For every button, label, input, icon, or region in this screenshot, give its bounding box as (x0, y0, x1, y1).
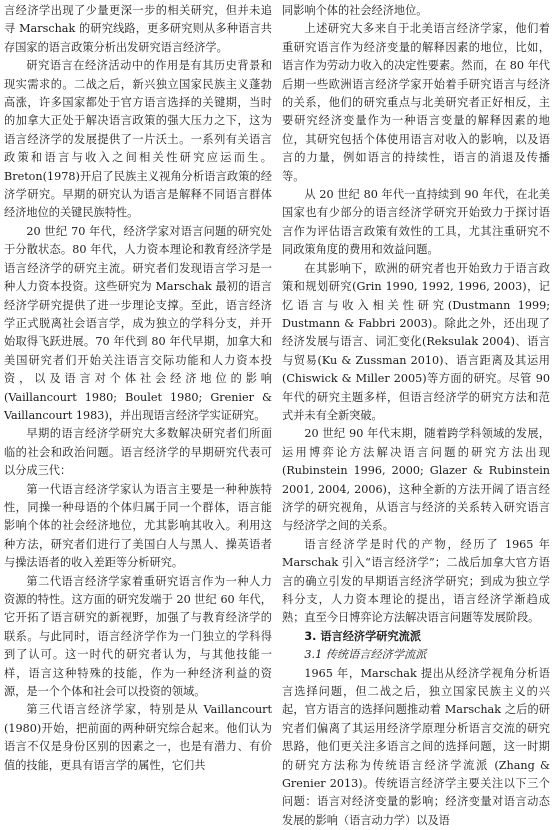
paragraph-second-generation: 第二代语言经济学家着重研究语言作为一种人力资源的特性。这方面的研究发端于 20 世纪 60 年代，它开拓了语言研究的新视野，加强了与教育经济学的联系。与此同时，语言经济学作为一门独立的学科得到了认可。这一时代的研究者认为，与其他技能一样，语言这种特殊的技能，作为一种经济利益的资源，是一个个体和社会可以投资的领域。 (4, 574, 272, 699)
section-heading: 3. 语言经济学研究流派 (304, 629, 422, 643)
paragraph-policy-evaluation: 从 20 世纪 80 年代一直持续到 90 年代，在北美国家也有少部分的语言经济学研究开始致力于探讨语言作为评估语言政策有效性的工具，尤其注重研究不同政策角度的费用和效益问题。 (282, 188, 550, 257)
right-column (282, 2, 550, 827)
paragraph-first-generation: 第一代语言经济学家认为语言主要是一种种族特性，同操一种母语的个体归属于同一个群体，语言能影响个体的社会经济地位，尤其影响其收入。利用这种方法，研究者们进行了美国白人与黑人、操英语者与操法语者的收入差距等分析研究。 (4, 482, 272, 570)
paragraph-european-research: 在其影响下，欧洲的研究者也开始致力于语言政策和规划研究(Grin 1990, 1992, 1996, 2003)，记忆语言与收入相关性研究(Dustmann 1999; Dustmann & Fabbri 2003)。除此之外，还出现了经济发展与语言、词汇变化(Reksulak 2004)、语言与贸易(Ku & Zussman 2010)、语言距离及其运用(Chiswick & Miller 2005)等方面的研究。尽管 90 年代的研究主题多样，但语言经济学的研究方法和范式并未有全新突破。 (282, 261, 550, 422)
paragraph-continuation: 同影响个体的社会经济地位。 (282, 4, 428, 17)
paragraph-1970s-1980s: 20 世纪 70 年代，经济学家对语言问题的研究处于分散状态。80 年代，人力资本理论和教育经济学是语言经济学的研究主流。研究者们发现语言学习是一种人力资本投资。这些研究为 Marschak 最初的语言经济学研究提供了进一步理论支撑。至此，语言经济学正式脱离社会语言学，成为独立的学科分支，并开始取得飞跃进展。70 年代到 80 年代早期，加拿大和美国研究者们开始关注语言交际功能和人力资本投资，以及语言对个体社会经济地位的影响(Vaillancourt 1980; Boulet 1980; Grenier & Vaillancourt 1983)，并出现语言经济学实证研究。 (4, 224, 272, 422)
paragraph-third-generation: 第三代语言经济学家，特别是从 Vaillancourt (1980)开始，把前面的两种研究综合起来。他们认为语言不仅是身份区别的因素之一，也是有潜力、有价值的技能，更具有语言学的属性，它们共 (4, 703, 272, 772)
subsection-heading: 3.1 传统语言经济学流派 (304, 648, 427, 662)
paragraph-north-america-europe: 上述研究大多来自于北美语言经济学家，他们着重研究语言作为经济变量的解释因素的地位，比如，语言作为劳动力收入的决定性要素。然而，在 80 年代后期一些欧洲语言经济学家开始着手研究语言与经济的关系，他们的研究重点与北美研究者正好相反，主要研究经济变量作为一种语言变量的解释因素的地位，其研究包括个体使用语言对收入的影响，以及语言的力量，例如语言的持续性，语言的消退及传播等。 (282, 22, 550, 183)
paragraph-early-research: 早期的语言经济学研究大多数解决研究者们所面临的社会和政治问题。语言经济学的早期研究代表可以分成三代： (4, 427, 272, 478)
paragraph-game-theory: 20 世纪 90 年代末期，随着跨学科领域的发展，运用博弈论方法解决语言问题的研究方法出现(Rubinstein 1996, 2000; Glazer & Rubinstein 2001, 2004, 2006)，这种全新的方法开阔了语言经济学的研究视角，从语言与经济的关系转入研究语言与经济学之间的关系。 (282, 427, 550, 533)
left-column (4, 2, 272, 775)
paragraph-development-stages: 语言经济学是时代的产物，经历了 1965 年 Marschak 引入“语言经济学”；二战后加拿大官方语言的确立引发的早期语言经济学研究；到成为独立学科分支，人力资本理论的提出，语言经济学渐趋成熟；直至今日博弈论方法解决语言问题等发展阶段。 (282, 537, 550, 625)
paragraph-continuation: 言经济学出现了少量更深一步的相关研究，但并未追寻 Marschak 的研究线路，更多研究则从多种语言共存国家的语言政策分析出发研究语言经济学。 (4, 4, 272, 54)
paragraph-historical-background: 研究语言在经济活动中的作用是有其历史背景和现实需求的。二战之后，新兴独立国家民族主义蓬勃高涨，许多国家都处于官方语言选择的关键期，当时的加拿大正处于解决语言政策的强大压力之下，这为语言经济学的发展提供了一片沃土。一系列有关语言政策和语言与收入之间相关性研究应运而生。Breton(1978)开启了民族主义视角分析语言政策的经济学研究。早期的研究认为语言是解释不同语言群体经济地位的关键民族特性。 (4, 59, 272, 220)
paragraph-traditional-school: 1965 年，Marschak 提出从经济学视角分析语言选择问题，但二战之后，独立国家民族主义的兴起，官方语言的选择问题推动着 Marschak 之后的研究者们偏离了其运用经济学原理分析语言交流的研究思路，他们更关注多语言之间的选择问题，这一时期的研究方法称为传统语言经济学流派 (Zhang & Grenier 2013)。传统语言经济学主要关注以下三个问题：语言对经济变量的影响；经济变量对语言动态发展的影响（语言动力学）以及语 (282, 666, 550, 827)
